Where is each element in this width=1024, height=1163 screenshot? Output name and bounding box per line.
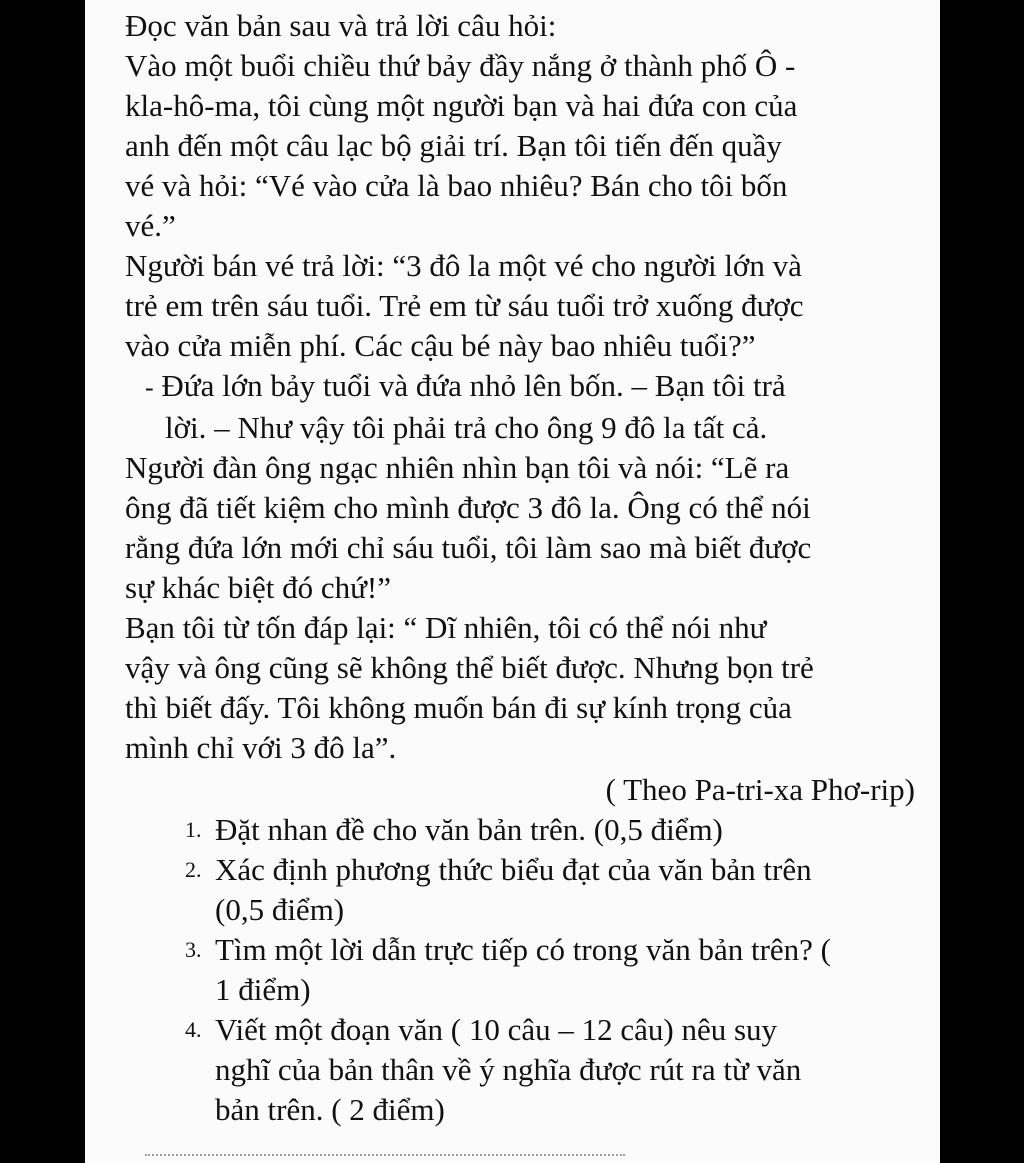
question-text: bản trên. ( 2 điểm) (215, 1092, 445, 1127)
question-text: (0,5 điểm) (215, 892, 345, 927)
question-list (125, 810, 925, 1130)
question-text: Viết một đoạn văn ( 10 câu – 12 câu) nêu suy (215, 1012, 778, 1047)
document-heading: Đọc văn bản sau và trả lời câu hỏi: (125, 8, 557, 43)
question-number: 4. (185, 1017, 202, 1042)
dialogue-dash: - (145, 373, 154, 402)
source-citation: ( Theo Pa-tri-xa Phơ-rip) (605, 772, 915, 807)
dialogue-text: Đứa lớn bảy tuổi và đứa nhỏ lên bốn. – Bạn tôi trả (161, 368, 786, 403)
text-line: vé và hỏi: “Vé vào cửa là bao nhiêu? Bán cho tôi bốn (125, 168, 788, 203)
question-item (125, 930, 925, 1010)
text-line: sự khác biệt đó chứ!” (125, 570, 392, 605)
question-text: Đặt nhan đề cho văn bản trên. (0,5 điểm) (215, 812, 723, 847)
text-line: ông đã tiết kiệm cho mình được 3 đô la. Ông có thể nói (125, 490, 811, 525)
question-item (125, 850, 925, 930)
question-text: 1 điểm) (215, 972, 311, 1007)
document-body (125, 6, 925, 1130)
text-line: thì biết đấy. Tôi không muốn bán đi sự kính trọng của (125, 690, 792, 725)
question-item (125, 810, 925, 850)
question-number: 3. (185, 937, 202, 962)
document-page (85, 0, 940, 1163)
text-line: trẻ em trên sáu tuổi. Trẻ em từ sáu tuổi trở xuống được (125, 288, 804, 323)
text-line: Bạn tôi từ tốn đáp lại: “ Dĩ nhiên, tôi có thể nói như (125, 610, 767, 645)
text-line: vé.” (125, 208, 176, 243)
question-text: Xác định phương thức biểu đạt của văn bản trên (215, 852, 812, 887)
text-line: rằng đứa lớn mới chỉ sáu tuổi, tôi làm sao mà biết được (125, 530, 812, 565)
text-line: Vào một buổi chiều thứ bảy đầy nắng ở thành phố Ô - (125, 48, 796, 83)
text-line: vào cửa miễn phí. Các cậu bé này bao nhiêu tuổi?” (125, 328, 756, 363)
text-line: anh đến một câu lạc bộ giải trí. Bạn tôi tiến đến quầy (125, 128, 782, 163)
text-line: mình chỉ với 3 đô la”. (125, 730, 397, 765)
question-number: 1. (185, 817, 202, 842)
cut-off-text-edge (145, 1154, 625, 1162)
question-item (125, 1010, 925, 1130)
dialogue-line: lời. – Như vậy tôi phải trả cho ông 9 đô la tất cả. (165, 410, 768, 445)
question-number: 2. (185, 857, 202, 882)
text-line: Người bán vé trả lời: “3 đô la một vé cho người lớn và (125, 248, 802, 283)
text-line: kla-hô-ma, tôi cùng một người bạn và hai đứa con của (125, 88, 798, 123)
text-line: Người đàn ông ngạc nhiên nhìn bạn tôi và nói: “Lẽ ra (125, 450, 790, 485)
text-line: vậy và ông cũng sẽ không thể biết được. Nhưng bọn trẻ (125, 650, 814, 685)
dialogue-line (125, 366, 925, 408)
question-text: Tìm một lời dẫn trực tiếp có trong văn bản trên? ( (215, 932, 831, 967)
question-text: nghĩ của bản thân về ý nghĩa được rút ra từ văn (215, 1052, 802, 1087)
